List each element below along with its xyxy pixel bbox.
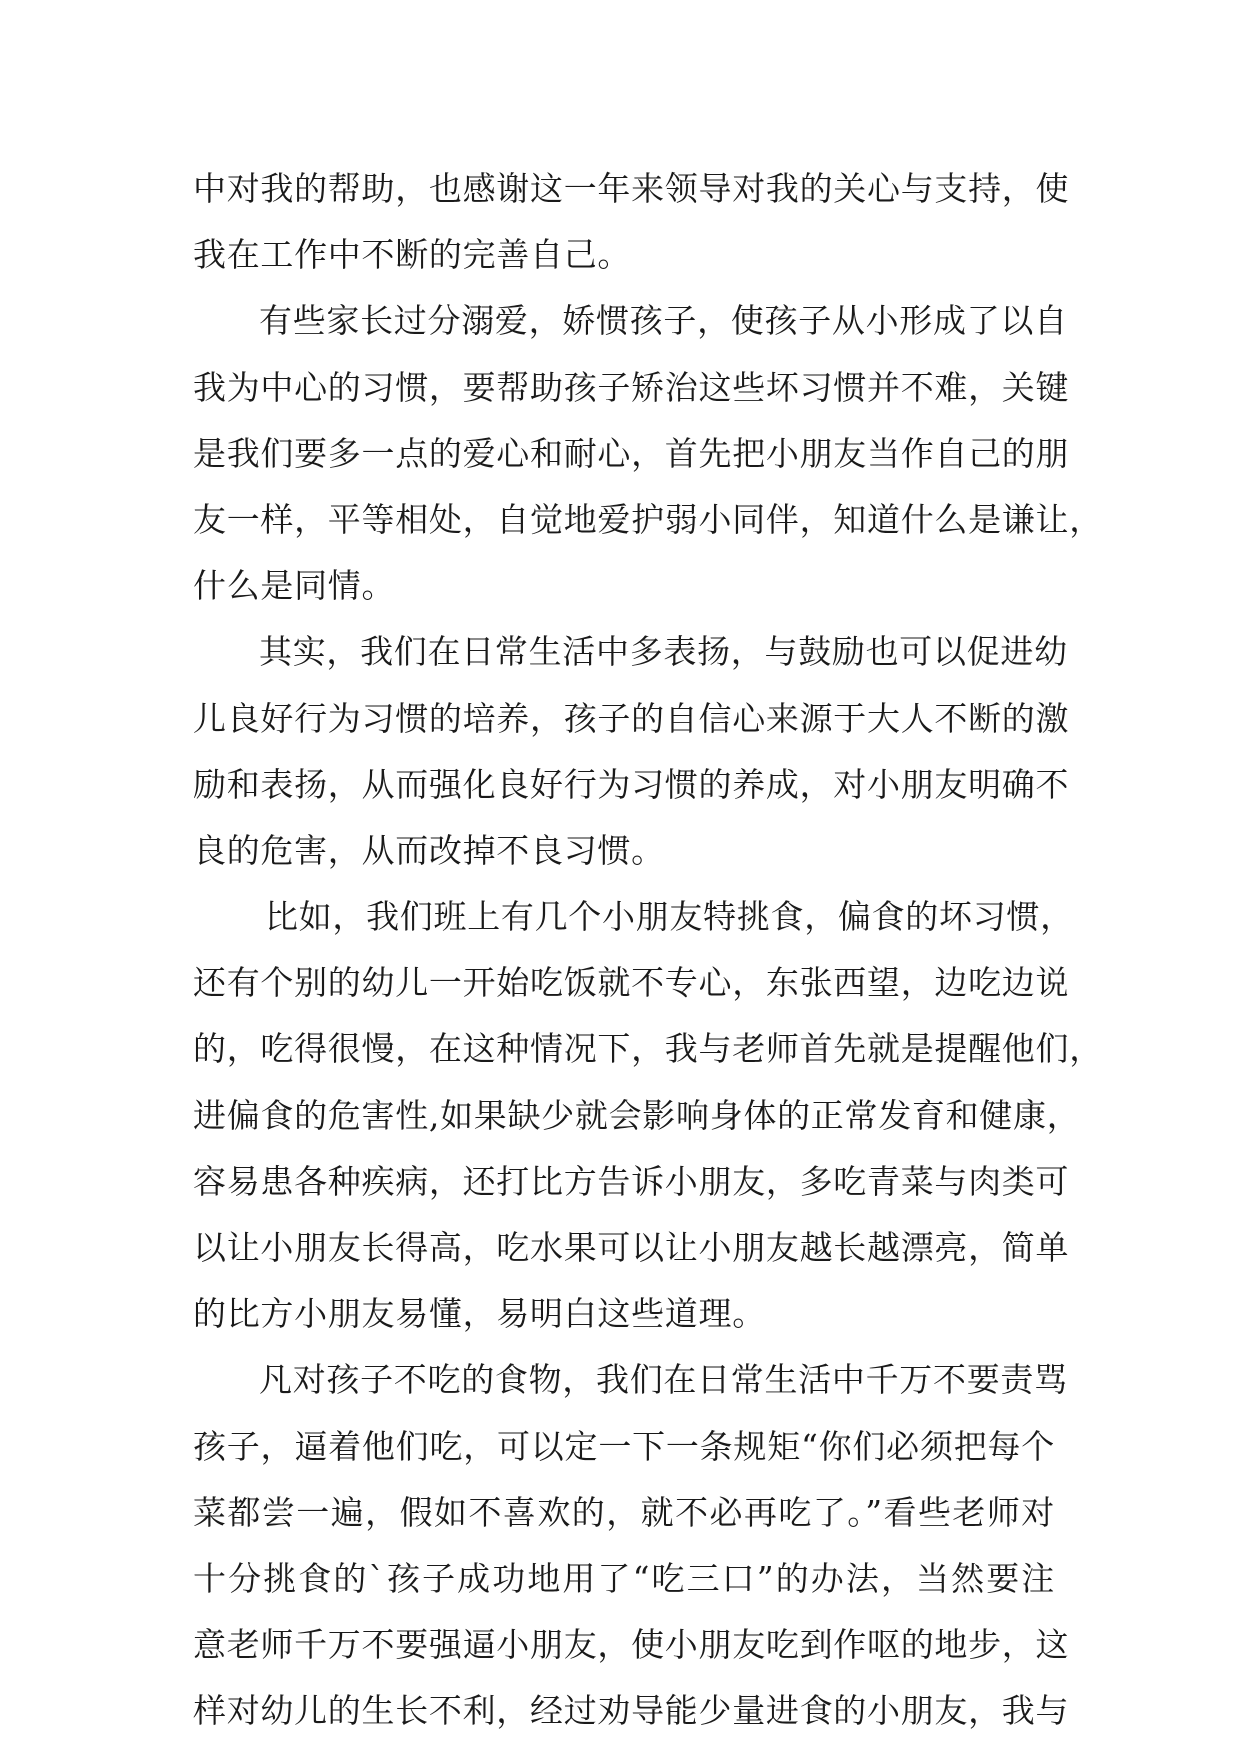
- paragraph-2-line-5: 什么是同情。: [193, 566, 396, 606]
- paragraph-1-line-2: 我在工作中不断的完善自己。: [193, 235, 632, 275]
- paragraph-5-line-1: 凡对孩子不吃的食物，我们在日常生活中千万不要责骂: [259, 1360, 1068, 1400]
- paragraph-4-line-2: 还有个别的幼儿一开始吃饭就不专心，东张西望，边吃边说: [193, 963, 1070, 1003]
- paragraph-5-line-4: 十分挑食的`孩子成功地用了“吃三口”的办法，当然要注: [193, 1558, 1055, 1598]
- paragraph-3-line-2: 儿良好行为习惯的培养，孩子的自信心来源于大人不断的激: [193, 698, 1070, 738]
- paragraph-5-line-2: 孩子，逼着他们吃，可以定一下一条规矩“你们必须把每个: [193, 1426, 1055, 1466]
- paragraph-2-line-3: 是我们要多一点的爱心和耐心，首先把小朋友当作自己的朋: [193, 433, 1070, 473]
- paragraph-4-line-6: 以让小朋友长得高，吃水果可以让小朋友越长越漂亮，简单: [193, 1228, 1070, 1267]
- paragraph-2-line-4: 友一样，平等相处，自觉地爱护弱小同伴，知道什么是谦让，: [193, 499, 1103, 539]
- paragraph-3-line-4: 良的危害，从而改掉不良习惯。: [193, 830, 665, 870]
- document-body: [193, 156, 1103, 1745]
- paragraph-3-line-1: 其实，我们在日常生活中多表扬，与鼓励也可以促进幼: [259, 632, 1068, 672]
- paragraph-4-line-5: 容易患各种疾病，还打比方告诉小朋友，多吃青菜与肉类可: [193, 1161, 1070, 1201]
- paragraph-4-line-1: 比如，我们班上有几个小朋友特挑食，偏食的坏习惯，: [265, 897, 1074, 937]
- paragraph-5-line-6: 样对幼儿的生长不利，经过劝导能少量进食的小朋友，我与: [193, 1691, 1070, 1731]
- paragraph-2-line-2: 我为中心的习惯，要帮助孩子矫治这些坏习惯并不难，关键: [193, 367, 1070, 407]
- paragraph-4-line-7: 的比方小朋友易懂，易明白这些道理。: [193, 1294, 766, 1334]
- paragraph-4-line-3: 的，吃得很慢，在这种情况下，我与老师首先就是提醒他们，: [193, 1029, 1103, 1069]
- paragraph-1-line-1: 中对我的帮助，也感谢这一年来领导对我的关心与支持，使: [193, 169, 1070, 208]
- paragraph-4-line-4: 进偏食的危害性,如果缺少就会影响身体的正常发育和健康，: [193, 1095, 1081, 1135]
- paragraph-3-line-3: 励和表扬，从而强化良好行为习惯的养成，对小朋友明确不: [193, 764, 1070, 804]
- paragraph-2-line-1: 有些家长过分溺爱，娇惯孩子，使孩子从小形成了以自: [259, 301, 1068, 341]
- paragraph-5-line-5: 意老师千万不要强逼小朋友，使小朋友吃到作呕的地步，这: [193, 1625, 1070, 1665]
- paragraph-5-line-3: 菜都尝一遍，假如不喜欢的，就不必再吃了。”看些老师对: [193, 1492, 1055, 1532]
